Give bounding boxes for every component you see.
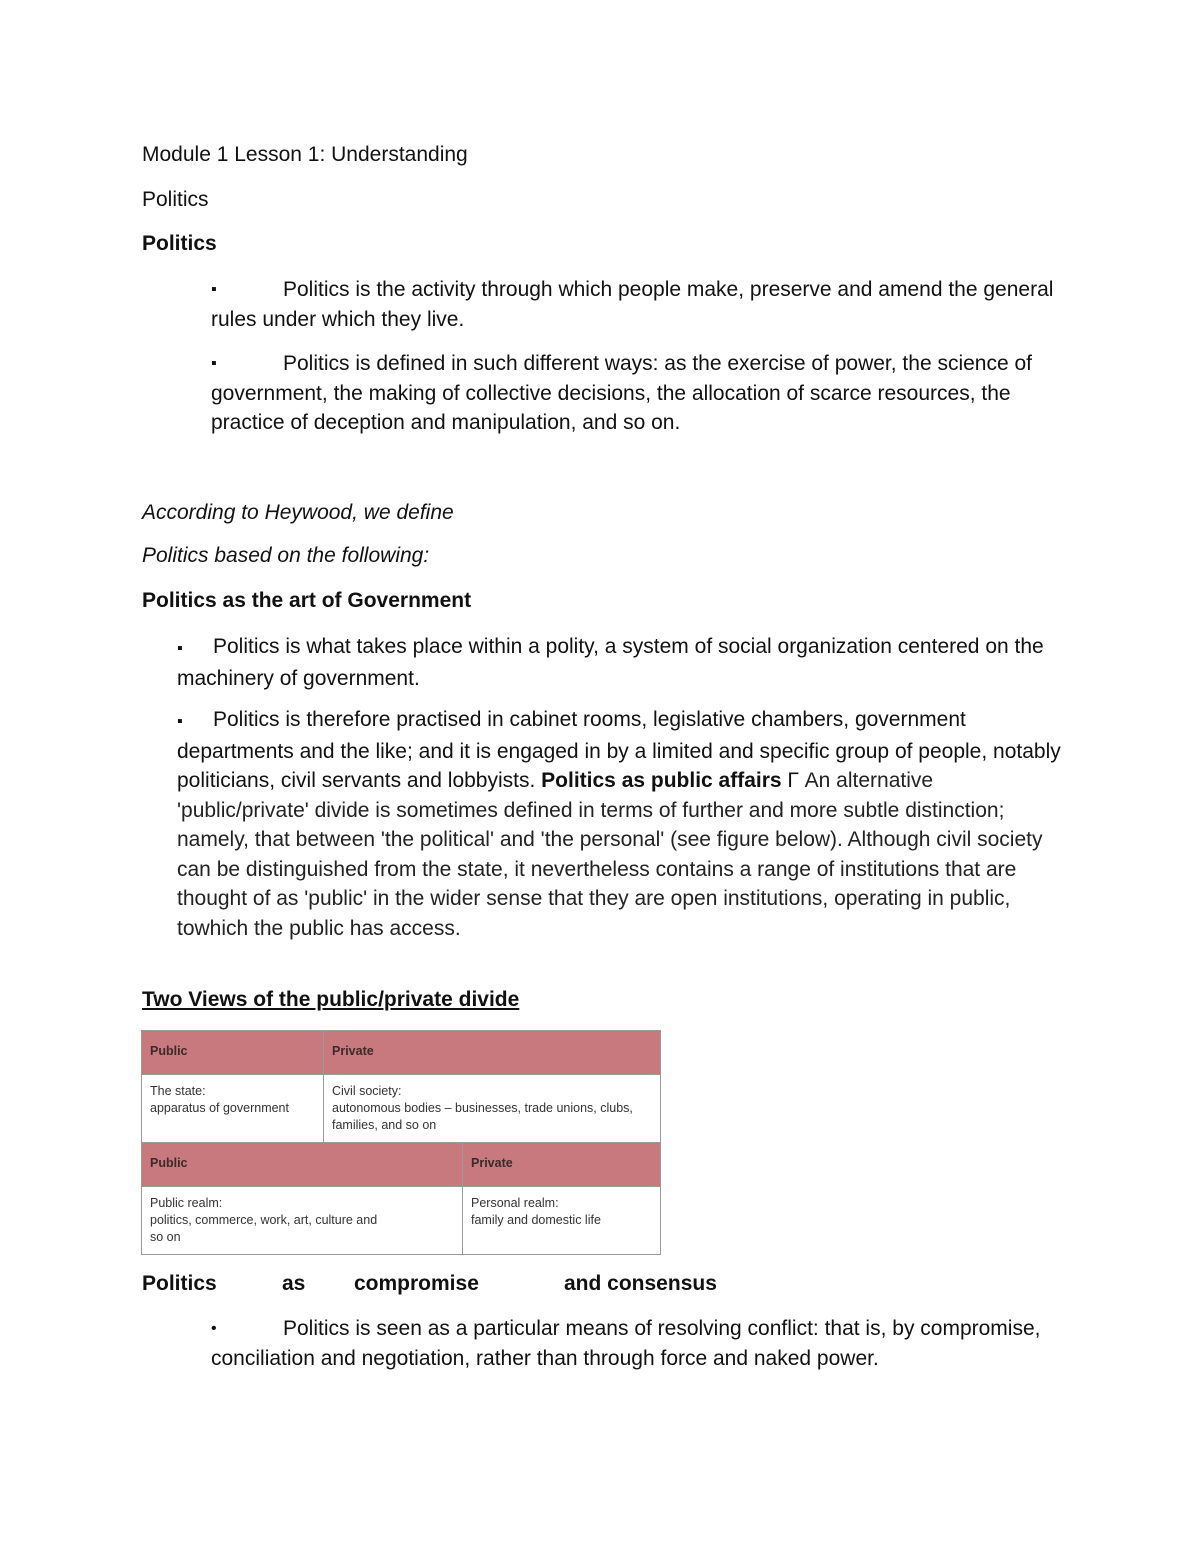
document-title-line1: Module 1 Lesson 1: Understanding bbox=[142, 143, 468, 166]
bullet-marker: ▪ bbox=[177, 640, 183, 657]
politics-heading: Politics bbox=[142, 232, 217, 255]
public-private-divide-table bbox=[141, 1030, 661, 1255]
view2-private-header: Private bbox=[463, 1143, 661, 1187]
heading-word: as bbox=[282, 1272, 306, 1295]
heading-word: Politics bbox=[142, 1272, 217, 1295]
bullet-text: Politics is seen as a particular means of resolving conflict: that is, by compromise, conciliation and negotiation, rather than through force and naked power. bbox=[211, 1317, 1041, 1370]
public-affairs-text: An alternative 'public/private' divide is sometimes defined in terms of further and more subtle distinction; namely, that between 'the political' and 'the personal' (see figure below). Although civil society can be distinguished from the state, it nevertheless contains a range of institutions that are thought of as 'public' in the wider sense that they are open institutions, operating in public, towhich the public has access. bbox=[177, 769, 1043, 940]
view1-public-label: The state: bbox=[150, 1084, 206, 1098]
bullet-text: Politics is the activity through which people make, preserve and amend the general rules under which they live. bbox=[211, 278, 1054, 331]
bullet-text: Politics is therefore practised in cabinet rooms, legislative chambers, government departments and the like; and it is engaged in by a limited and specific group of people, notably politicians, civil servants and lobbyists. bbox=[177, 708, 1061, 792]
two-views-heading: Two Views of the public/private divide bbox=[142, 988, 520, 1011]
bullet-marker: ▪ bbox=[177, 713, 183, 730]
bullet-marker: • bbox=[211, 1320, 217, 1337]
view1-public-cell bbox=[142, 1075, 324, 1143]
view2-private-cell bbox=[463, 1187, 661, 1255]
document-title-line2: Politics bbox=[142, 188, 209, 211]
heading-word: compromise bbox=[354, 1272, 479, 1295]
art-bullet-2 bbox=[177, 705, 1067, 943]
compromise-bullet-1 bbox=[211, 1314, 1071, 1373]
bullet-text: Politics is what takes place within a polity, a system of social organization centered on the machinery of government. bbox=[177, 635, 1044, 690]
bullet-text: Politics is defined in such different ways: as the exercise of power, the science of government, the making of collective decisions, the allocation of scarce resources, the practice of deception and manipulation, and so on. bbox=[211, 352, 1033, 434]
compromise-consensus-heading bbox=[142, 1269, 717, 1299]
table-row bbox=[142, 1143, 661, 1187]
table-row bbox=[142, 1031, 661, 1075]
view1-private-detail: autonomous bodies – businesses, trade unions, clubs, families, and so on bbox=[332, 1101, 633, 1132]
view1-public-header: Public bbox=[142, 1031, 324, 1075]
view2-private-detail: family and domestic life bbox=[471, 1213, 601, 1227]
politics-bullet-2 bbox=[211, 349, 1071, 438]
art-of-government-heading: Politics as the art of Government bbox=[142, 589, 472, 612]
art-bullet-1 bbox=[177, 632, 1067, 693]
table-row bbox=[142, 1187, 661, 1255]
view1-private-cell bbox=[324, 1075, 661, 1143]
table-row bbox=[142, 1075, 661, 1143]
view2-public-cell bbox=[142, 1187, 463, 1255]
view2-public-detail: politics, commerce, work, art, culture and so on bbox=[150, 1213, 378, 1244]
view1-private-label: Civil society: bbox=[332, 1084, 402, 1098]
bullet-marker: ▪ bbox=[211, 281, 217, 298]
view1-public-detail: apparatus of government bbox=[150, 1101, 289, 1115]
politics-bullet-1 bbox=[211, 275, 1071, 334]
public-affairs-inline-heading: Politics as public affairs bbox=[541, 769, 788, 792]
view1-private-header: Private bbox=[324, 1031, 661, 1075]
view2-public-header: Public bbox=[142, 1143, 463, 1187]
public-affairs-marker: Г bbox=[787, 769, 799, 792]
bullet-marker: ▪ bbox=[211, 355, 217, 372]
view2-private-label: Personal realm: bbox=[471, 1196, 559, 1210]
heywood-intro-line2: Politics based on the following: bbox=[142, 544, 430, 567]
heading-word: and consensus bbox=[564, 1272, 717, 1295]
heywood-intro-line1: According to Heywood, we define bbox=[142, 501, 454, 524]
view2-public-label: Public realm: bbox=[150, 1196, 223, 1210]
